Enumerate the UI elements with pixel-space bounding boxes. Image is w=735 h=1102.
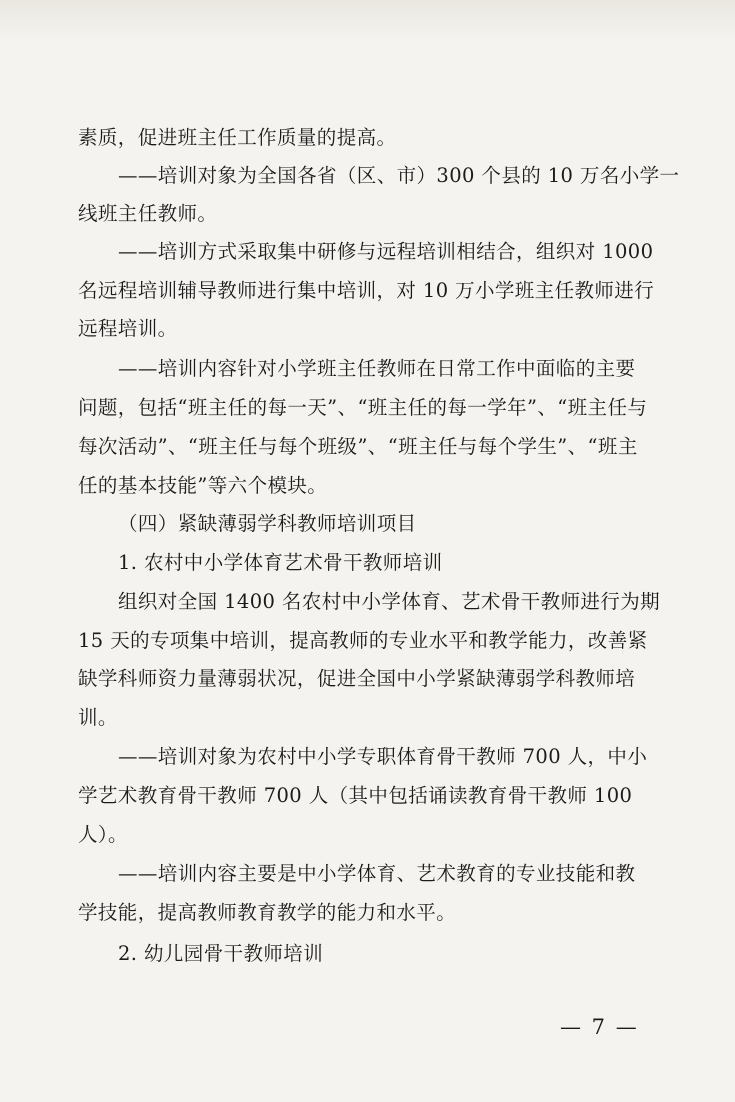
text-line: 缺学科师资力量薄弱状况，促进全国中小学紧缺薄弱学科教师培: [78, 667, 636, 690]
subsection-heading: 2. 幼儿园骨干教师培训: [118, 942, 324, 965]
subsection-heading: 1. 农村中小学体育艺术骨干教师培训: [118, 551, 443, 574]
text-line: ——培训对象为农村中小学专职体育骨干教师 700 人，中小: [118, 745, 648, 768]
top-shadow: [0, 0, 735, 40]
text-line: 15 天的专项集中培训，提高教师的专业水平和教学能力，改善紧: [78, 629, 648, 652]
text-line: 名远程培训辅导教师进行集中培训，对 10 万小学班主任教师进行: [78, 279, 655, 302]
text-line: 学技能，提高教师教育教学的能力和水平。: [78, 901, 457, 924]
section-heading: （四）紧缺薄弱学科教师培训项目: [118, 512, 417, 535]
text-line: 训。: [78, 706, 118, 729]
text-line: ——培训内容针对小学班主任教师在日常工作中面临的主要: [118, 357, 636, 380]
page-number: — 7 —: [560, 1015, 639, 1039]
text-line: 问题，包括“班主任的每一天”、“班主任的每一学年”、“班主任与: [78, 396, 648, 419]
text-line: 任的基本技能”等六个模块。: [78, 474, 328, 497]
text-line: 每次活动”、“班主任与每个班级”、“班主任与每个学生”、“班主: [78, 435, 638, 458]
text-line: ——培训方式采取集中研修与远程培训相结合，组织对 1000: [118, 240, 654, 263]
text-line: 线班主任教师。: [78, 202, 218, 225]
text-line: ——培训内容主要是中小学体育、艺术教育的专业技能和教: [118, 862, 636, 885]
text-line: 人）。: [78, 823, 128, 846]
text-line: 远程培训。: [78, 317, 178, 340]
text-line: 组织对全国 1400 名农村中小学体育、艺术骨干教师进行为期: [118, 590, 661, 613]
text-line: ——培训对象为全国各省（区、市）300 个县的 10 万名小学一: [118, 164, 680, 187]
text-line: 学艺术教育骨干教师 700 人（其中包括诵读教育骨干教师 100: [78, 784, 633, 807]
text-line: 素质，促进班主任工作质量的提高。: [78, 126, 397, 149]
